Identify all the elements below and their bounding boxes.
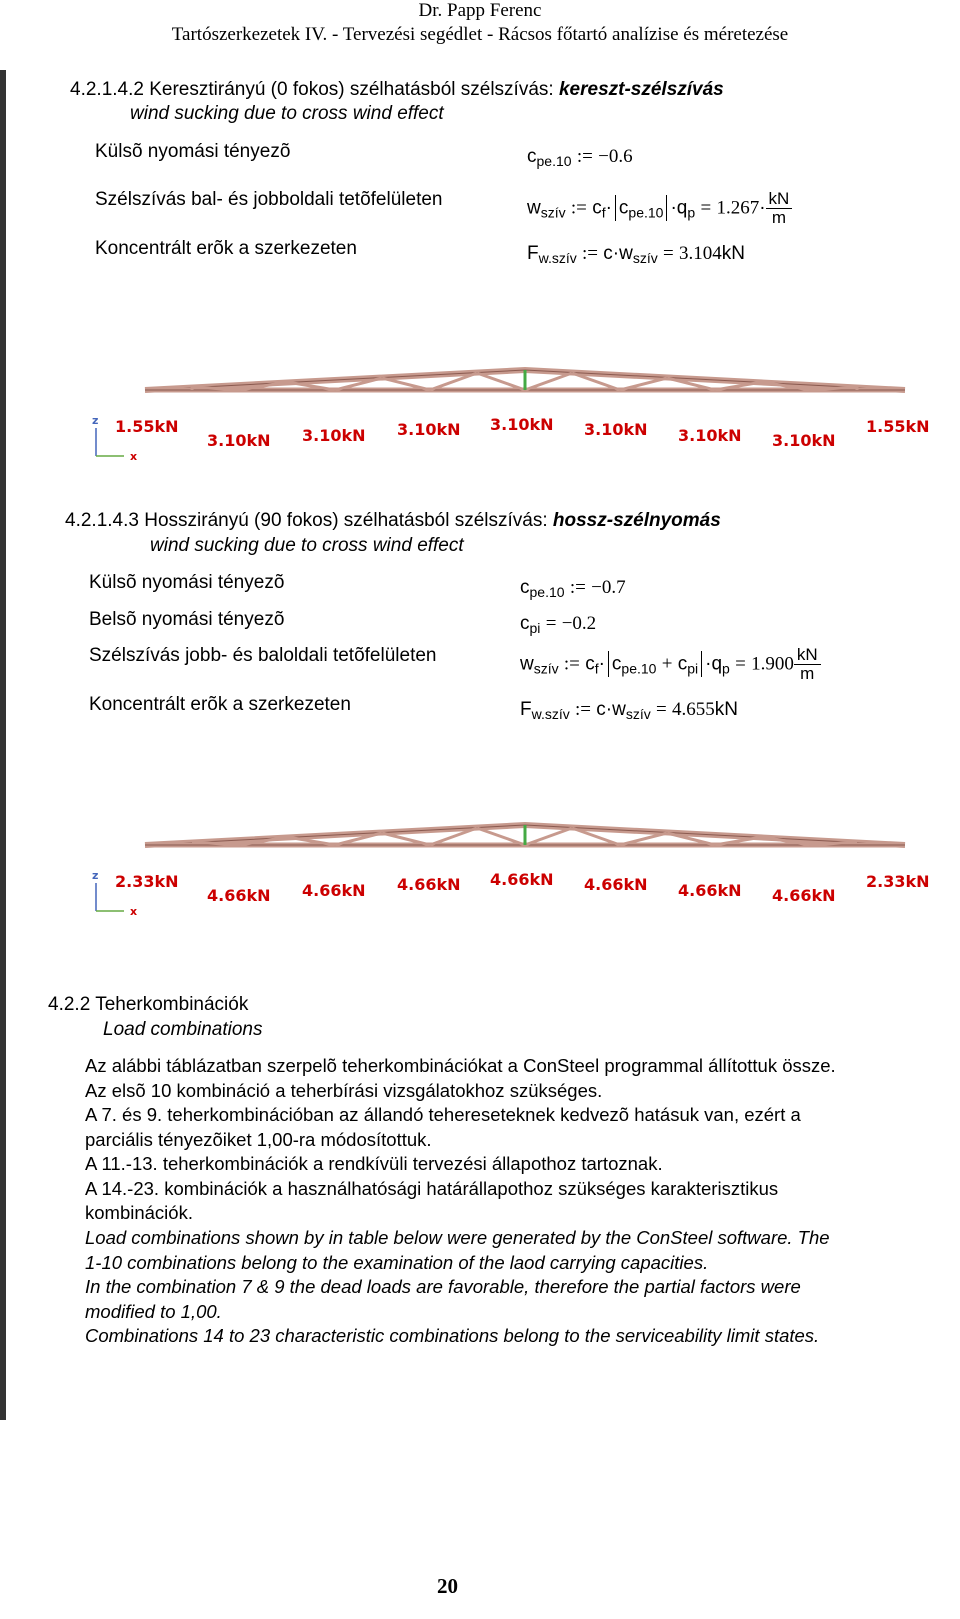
paragraph-line: Load combinations shown by in table below were generated by the ConSteel software. The [85,1227,830,1248]
header-subtitle: Tartószerkezetek IV. - Tervezési segédlet - Rácsos főtartó analízise és méretezése [171,24,789,45]
s2-w-formula: $w_{szív}$ := $c_f\cdot c_{pe.10} + c_{pi} \cdot q_p = 1.900$ $\frac{kN}{m}$ [520,646,821,683]
s2-label-internal-pressure: Belsõ nyomási tényezõ [89,609,285,630]
section3-number: 4.2.2 [48,994,91,1015]
paragraph-line: A 11.-13. teherkombinációk a rendkívüli tervezési állapothoz tartoznak. [85,1153,663,1174]
truss-structure [145,825,905,845]
load-label: 4.66kN [678,881,742,900]
s2-cpe-formula: $c_{pe.10}$ := −0.7 [520,577,626,600]
section1-title-bold: kereszt-szélszívás [558,79,724,100]
load-label: 4.66kN [584,875,648,894]
paragraph-line: Az alábbi táblázatban szerpelõ teherkombinációkat a ConSteel programmal állítottuk össze. [85,1055,836,1076]
s1-label-external-pressure: Külsõ nyomási tényezõ [95,141,291,162]
section2-heading [65,510,721,532]
load-label: 3.10kN [207,431,271,450]
paragraph-line: Combinations 14 to 23 characteristic combinations belong to the serviceability limit states. [85,1325,820,1346]
section2-title-bold: hossz-szélnyomás [552,510,721,531]
load-label: 3.10kN [584,420,648,439]
s2-label-concentrated-forces: Koncentrált erõk a szerkezeten [89,694,351,715]
s1-w-formula: $w_{szív}$ := $c_f\cdot c_{pe.10} \cdot q_p = 1.267\cdot$ $\frac{kN}{m}$ [527,190,792,227]
truss-diagram-1 [0,360,960,470]
section3-body-hu [85,1054,836,1226]
s2-F-formula: $F_{w.szív}$ := $c\cdot w_{szív} = 4.655kN$ [520,699,739,722]
section1-number: 4.2.1.4.2 [70,79,144,100]
section1-heading [70,79,724,101]
section2-number: 4.2.1.4.3 [65,510,139,531]
page-number: 20 [437,1574,458,1598]
paragraph-line: 1-10 combinations belong to the examination of the laod carrying capacities. [85,1251,709,1273]
section3-heading [48,994,248,1016]
load-label: 1.55kN [866,417,930,436]
section2-title-en: wind sucking due to cross wind effect [150,535,464,556]
load-label: 3.10kN [397,420,461,439]
s1-label-wind-suction: Szélszívás bal- és jobboldali tetõfelületen [95,189,443,210]
truss-diagram-2 [0,815,960,925]
load-label: 2.33kN [866,872,930,891]
s2-label-external-pressure: Külsõ nyomási tényezõ [89,572,285,593]
load-label: 4.66kN [490,870,554,889]
load-label: 4.66kN [772,886,836,905]
axis-x-label: x [130,905,138,918]
s2-label-wind-suction: Szélszívás jobb- és baloldali tetõfelületen [89,645,437,666]
load-label: 4.66kN [397,875,461,894]
s1-cpe-formula: $c_{pe.10}$ := −0.6 [527,146,633,169]
axis-x-label: x [130,450,138,463]
load-label: 4.66kN [207,886,271,905]
s2-cpi-formula: $c_{pi} = -0.2$ [520,613,597,636]
paragraph-line: parciális tényezõiket 1,00-ra módosítottuk. [85,1128,432,1150]
header-author: Dr. Papp Ferenc [418,0,542,21]
load-label: 3.10kN [302,426,366,445]
section1-title: Keresztirányú (0 fokos) szélhatásból szélszívás: [149,79,554,100]
paragraph-line: Az elsõ 10 kombináció a teherbírási vizsgálatokhoz szükséges. [85,1079,603,1101]
load-label: 3.10kN [772,431,836,450]
load-label: 1.55kN [115,417,179,436]
paragraph-line: A 14.-23. kombinációk a használhatósági határállapothoz szükséges karakterisztikus [85,1177,779,1199]
axis-z-label: z [92,869,99,882]
axis-z-label: z [92,414,99,427]
load-label: 4.66kN [302,881,366,900]
paragraph-line: modified to 1,00. [85,1300,222,1322]
section3-title: Teherkombinációk [95,994,249,1015]
left-margin-bar [0,70,6,1420]
s1-F-formula: $F_{w.szív}$ := $c\cdot w_{szív} = 3.104kN$ [527,243,746,266]
paragraph-line: kombinációk. [85,1202,193,1223]
truss-structure [145,370,905,390]
load-label: 2.33kN [115,872,179,891]
paragraph-line: A 7. és 9. teherkombinációban az állandó tehereseteknek kedvezõ hatásuk van, ezért a [85,1104,801,1125]
load-label: 3.10kN [678,426,742,445]
load-label: 3.10kN [490,415,554,434]
section3-title-en: Load combinations [103,1019,263,1040]
section1-title-en: wind sucking due to cross wind effect [130,103,444,124]
s1-label-concentrated-forces: Koncentrált erõk a szerkezeten [95,238,357,259]
section2-title: Hosszirányú (90 fokos) szélhatásból szélszívás: [144,510,548,531]
paragraph-line: In the combination 7 & 9 the dead loads are favorable, therefore the partial factors were [85,1276,801,1297]
section3-body-en [85,1226,830,1349]
